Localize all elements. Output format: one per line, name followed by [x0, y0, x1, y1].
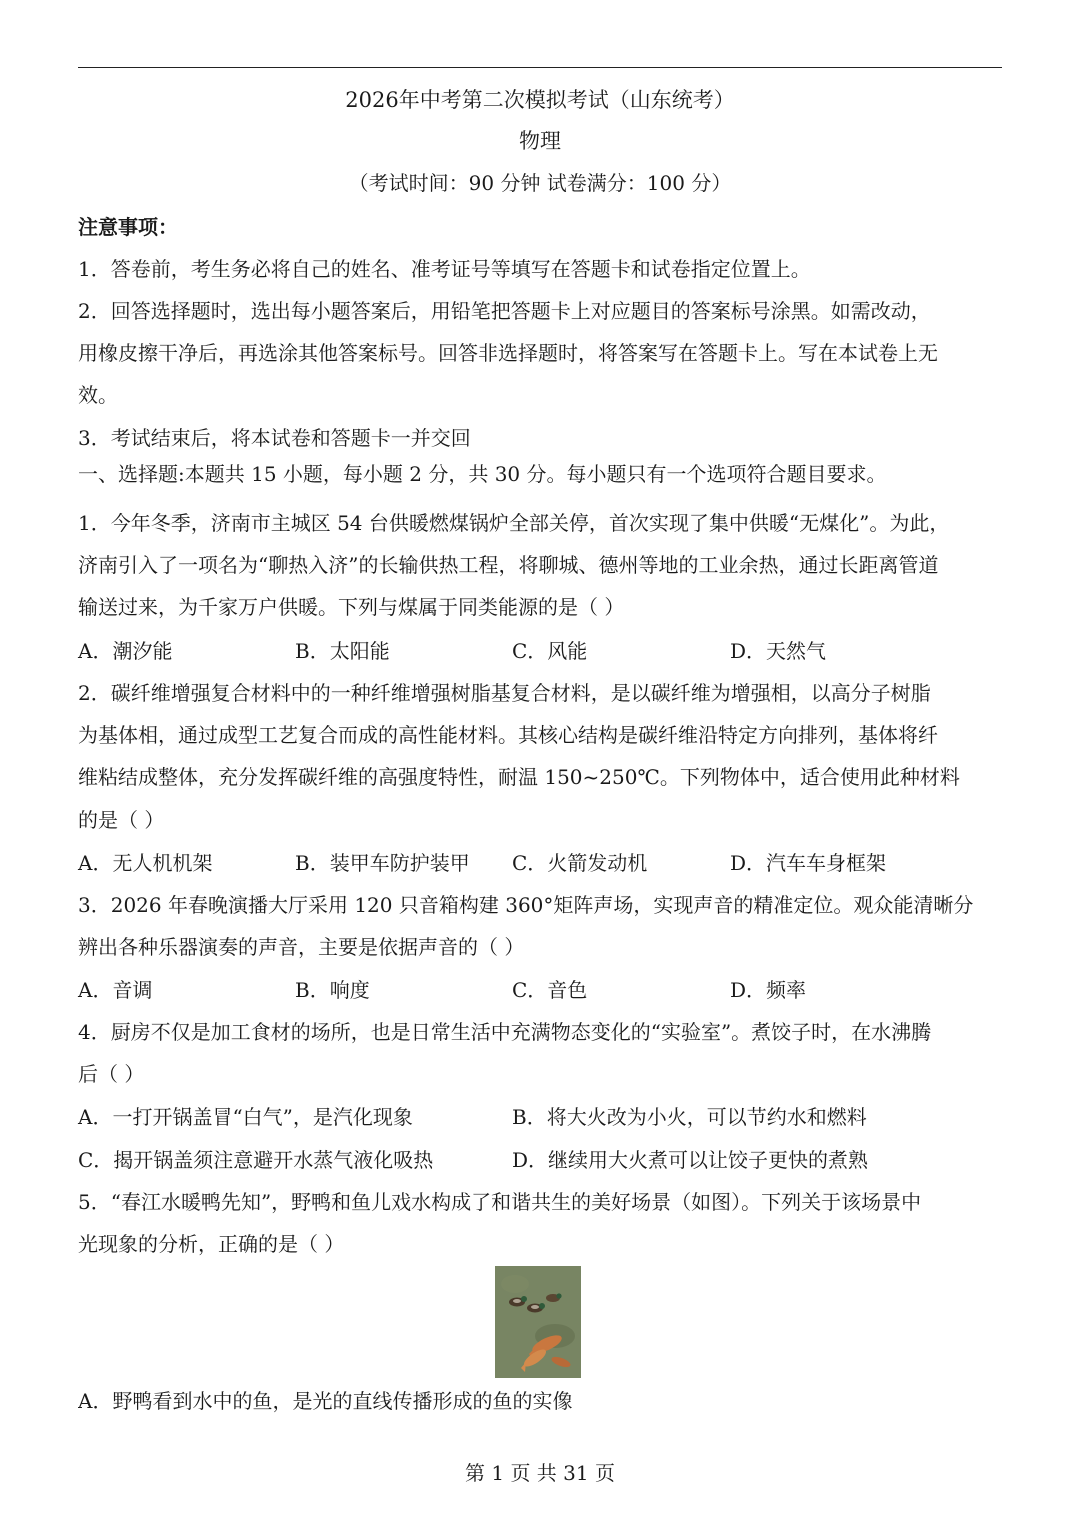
notice-item-1: 1．答卷前，考生务必将自己的姓名、准考证号等填写在答题卡和试卷指定位置上。	[78, 257, 811, 281]
q1-line-2: 济南引入了一项名为“聊热入济”的长输供热工程，将聊城、德州等地的工业余热，通过长距离管道	[78, 553, 939, 577]
q4-option-c: C．揭开锅盖须注意避开水蒸气液化吸热	[78, 1148, 434, 1172]
q2-option-b: B．装甲车防护装甲	[295, 851, 470, 875]
q4-option-b: B．将大火改为小火，可以节约水和燃料	[512, 1105, 867, 1129]
q4-line-2: 后（ ）	[78, 1062, 145, 1086]
notice-item-2-line-3: 效。	[78, 383, 118, 407]
q3-option-c: C．音色	[512, 978, 588, 1002]
q3-option-a: A．音调	[78, 978, 153, 1002]
q1-line-1: 1．今年冬季，济南市主城区 54 台供暖燃煤锅炉全部关停，首次实现了集中供暖“无煤化”。为此，	[78, 511, 950, 535]
q2-line-2: 为基体相，通过成型工艺复合而成的高性能材料。其核心结构是碳纤维沿特定方向排列，基体将纤	[78, 723, 938, 747]
q2-line-3: 维粘结成整体，充分发挥碳纤维的高强度特性，耐温 150~250℃。下列物体中，适合使用此种材料	[78, 765, 960, 789]
notice-heading: 注意事项：	[78, 215, 178, 239]
q3-option-b: B．响度	[295, 978, 370, 1002]
notice-item-2-line-2: 用橡皮擦干净后，再选涂其他答案标号。回答非选择题时，将答案写在答题卡上。写在本试卷上无	[78, 341, 938, 365]
top-divider	[78, 67, 1002, 68]
q1-option-c: C．风能	[512, 639, 588, 663]
notice-item-3: 3．考试结束后，将本试卷和答题卡一并交回	[78, 426, 471, 450]
q1-option-a: A．潮汐能	[78, 639, 173, 663]
q3-line-2: 辨出各种乐器演奏的声音，主要是依据声音的（ ）	[78, 935, 525, 959]
q1-line-3: 输送过来，为千家万户供暖。下列与煤属于同类能源的是（ ）	[78, 595, 625, 619]
exam-info: （考试时间：90 分钟 试卷满分：100 分）	[348, 171, 732, 195]
q3-option-d: D．频率	[730, 978, 807, 1002]
q5-option-a: A．野鸭看到水中的鱼，是光的直线传播形成的鱼的实像	[78, 1389, 573, 1413]
section-heading: 一、选择题:本题共 15 小题，每小题 2 分，共 30 分。每小题只有一个选项符合题目要求。	[78, 462, 887, 486]
q5-line-1: 5．“春江水暖鸭先知”，野鸭和鱼儿戏水构成了和谐共生的美好场景（如图）。下列关于该场景中	[78, 1190, 922, 1214]
ducks-and-fish-photo	[495, 1266, 581, 1378]
q2-option-c: C．火箭发动机	[512, 851, 648, 875]
exam-title: 2026年中考第二次模拟考试（山东统考）	[345, 88, 735, 112]
subject-title: 物理	[519, 129, 561, 153]
q4-option-a: A．一打开锅盖冒“白气”，是汽化现象	[78, 1105, 413, 1129]
notice-item-2-line-1: 2．回答选择题时，选出每小题答案后，用铅笔把答题卡上对应题目的答案标号涂黑。如需改动，	[78, 299, 931, 323]
q2-option-d: D．汽车车身框架	[730, 851, 887, 875]
q2-option-a: A．无人机机架	[78, 851, 213, 875]
q1-option-d: D．天然气	[730, 639, 827, 663]
q1-option-b: B．太阳能	[295, 639, 390, 663]
q2-line-4: 的是（ ）	[78, 808, 165, 832]
q4-line-1: 4．厨房不仅是加工食材的场所，也是日常生活中充满物态变化的“实验室”。煮饺子时，在水沸腾	[78, 1020, 932, 1044]
q2-line-1: 2．碳纤维增强复合材料中的一种纤维增强树脂基复合材料，是以碳纤维为增强相，以高分子树脂	[78, 681, 931, 705]
q5-line-2: 光现象的分析，正确的是（ ）	[78, 1232, 345, 1256]
q3-line-1: 3．2026 年春晚演播大厅采用 120 只音箱构建 360°矩阵声场，实现声音的精准定位。观众能清晰分	[78, 893, 974, 917]
page-footer: 第 1 页 共 31 页	[465, 1461, 615, 1485]
q4-option-d: D．继续用大火煮可以让饺子更快的煮熟	[512, 1148, 869, 1172]
